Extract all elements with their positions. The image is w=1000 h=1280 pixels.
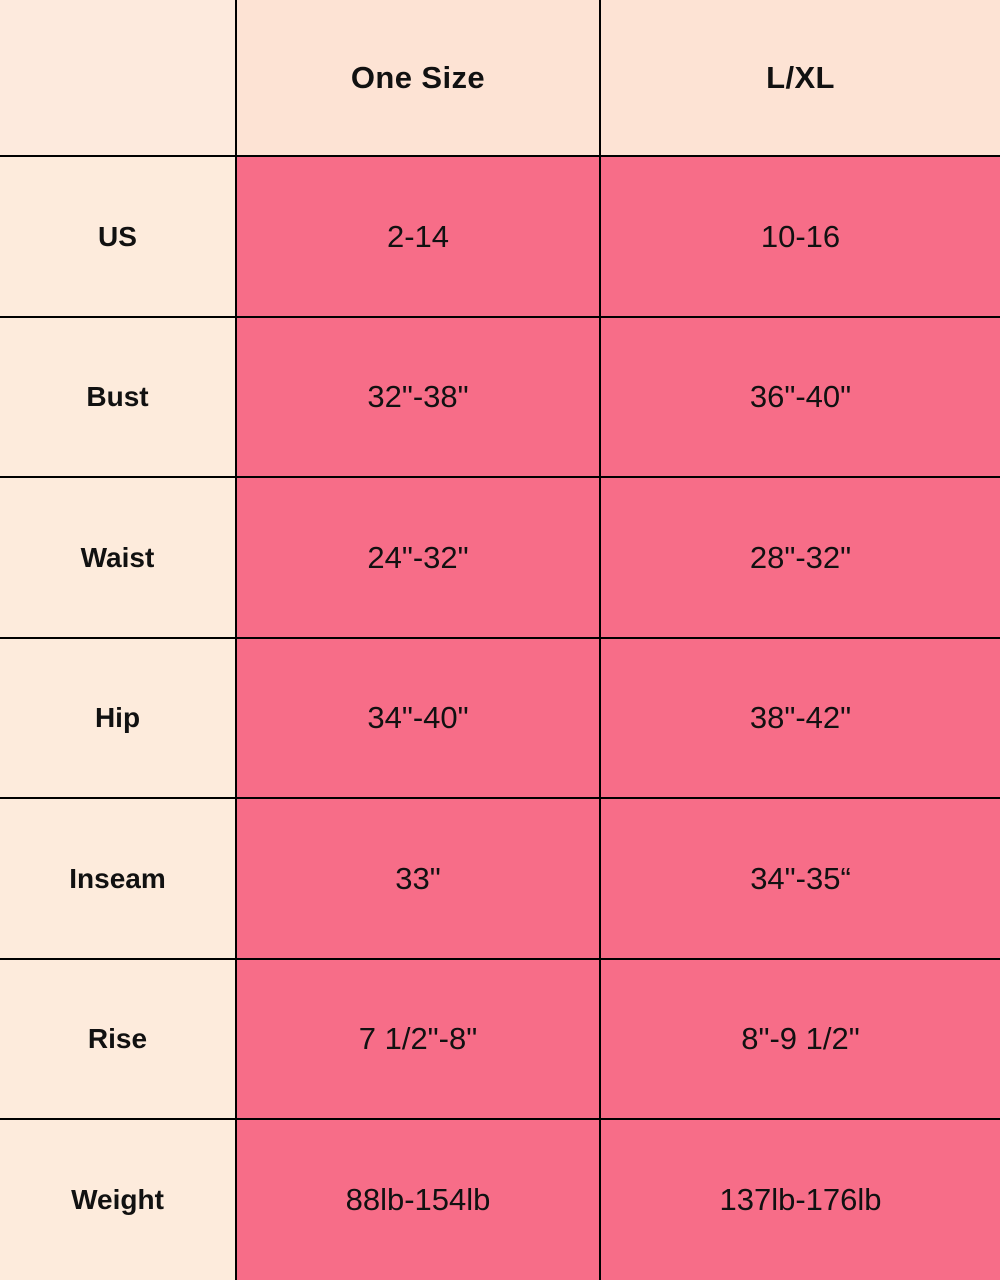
- row-label-hip: Hip: [0, 638, 236, 799]
- cell-us-lxl: 10-16: [600, 156, 1000, 317]
- table-row: [0, 477, 1000, 638]
- cell-waist-lxl: 28"-32": [600, 477, 1000, 638]
- cell-us-one-size: 2-14: [236, 156, 600, 317]
- cell-inseam-one-size: 33": [236, 798, 600, 959]
- table-row: [0, 156, 1000, 317]
- table-row: [0, 1119, 1000, 1280]
- cell-inseam-lxl: 34"-35“: [600, 798, 1000, 959]
- cell-rise-lxl: 8"-9 1/2": [600, 959, 1000, 1120]
- table-row: [0, 638, 1000, 799]
- header-one-size: One Size: [236, 0, 600, 156]
- header-blank-cell: [0, 0, 236, 156]
- cell-waist-one-size: 24"-32": [236, 477, 600, 638]
- table-row: [0, 798, 1000, 959]
- table-row: [0, 959, 1000, 1120]
- cell-rise-one-size: 7 1/2"-8": [236, 959, 600, 1120]
- row-label-waist: Waist: [0, 477, 236, 638]
- table-row: [0, 317, 1000, 478]
- cell-hip-one-size: 34"-40": [236, 638, 600, 799]
- cell-hip-lxl: 38"-42": [600, 638, 1000, 799]
- row-label-inseam: Inseam: [0, 798, 236, 959]
- row-label-rise: Rise: [0, 959, 236, 1120]
- table-header-row: [0, 0, 1000, 156]
- row-label-weight: Weight: [0, 1119, 236, 1280]
- cell-weight-lxl: 137lb-176lb: [600, 1119, 1000, 1280]
- header-lxl: L/XL: [600, 0, 1000, 156]
- cell-weight-one-size: 88lb-154lb: [236, 1119, 600, 1280]
- row-label-us: US: [0, 156, 236, 317]
- cell-bust-one-size: 32"-38": [236, 317, 600, 478]
- row-label-bust: Bust: [0, 317, 236, 478]
- cell-bust-lxl: 36"-40": [600, 317, 1000, 478]
